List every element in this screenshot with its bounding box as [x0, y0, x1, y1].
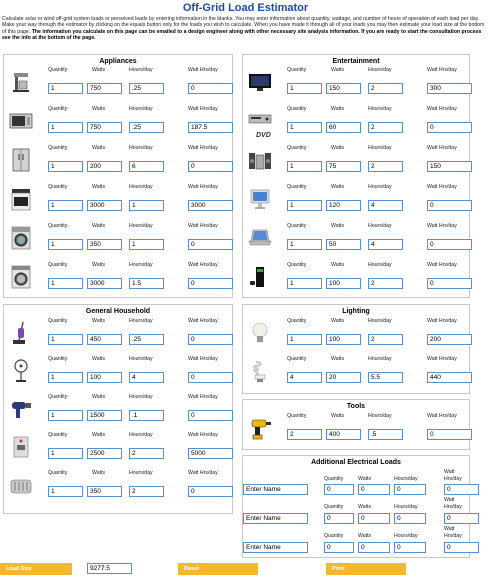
household-hours-field[interactable]: .1: [129, 410, 164, 421]
lighting-quantity-header: Quantity: [287, 356, 307, 362]
entertainment-hours-field[interactable]: 4: [368, 239, 403, 250]
appliances-watt-hrs-field: 3000: [188, 200, 233, 211]
household-watts-header: Watts: [92, 356, 106, 362]
additional-watt-hrs-field: 0: [444, 542, 479, 553]
household-quantity-header: Quantity: [48, 356, 68, 362]
household-watts-field[interactable]: 350: [87, 486, 122, 497]
laptop-icon: [248, 226, 272, 250]
additional-quantity-header: Quantity: [324, 504, 344, 510]
appliances-watt-hrs-header: Watt Hrs/day: [188, 145, 218, 151]
appliances-quantity-field[interactable]: 1: [48, 161, 83, 172]
additional-hours-field[interactable]: 0: [394, 542, 426, 553]
entertainment-watt-hrs-header: Watt Hrs/day: [427, 106, 457, 112]
appliances-watt-hrs-field: 0: [188, 83, 233, 94]
lighting-hours-header: Hours/day: [368, 356, 392, 362]
print-button[interactable]: Print: [326, 563, 406, 575]
appliances-hours-header: Hours/day: [129, 223, 153, 229]
lighting-quantity-header: Quantity: [287, 318, 307, 324]
household-hours-field[interactable]: 2: [129, 486, 164, 497]
appliances-watts-header: Watts: [92, 145, 106, 151]
appliances-watt-hrs-header: Watt Hrs/day: [188, 262, 218, 268]
additional-watt-hrs-field: 0: [444, 513, 479, 524]
entertainment-quantity-field[interactable]: 1: [287, 200, 322, 211]
coffee-maker-icon: [9, 70, 33, 94]
appliances-watts-field[interactable]: 350: [87, 239, 122, 250]
appliances-hours-field[interactable]: 1: [129, 200, 164, 211]
lighting-watt-hrs-header: Watt Hrs/day: [427, 318, 457, 324]
appliances-hours-field[interactable]: 6: [129, 161, 164, 172]
intro-paragraph: Calculate solar or wind off-grid system loads or perceived loads by entering information in the blanks. You may enter information about quantity, wattage, and number of hours of operation of each load per day. Make your way through the estimator by clicking on the equals button only for the loads you wish to calculate. When you have made it through all of your loads you may then estimate your load size at the bottom of this page.: [2, 16, 485, 35]
entertainment-quantity-header: Quantity: [287, 67, 307, 73]
refrigerator-icon: [9, 148, 33, 172]
household-hours-header: Hours/day: [129, 432, 153, 438]
load-size-button[interactable]: Load Size: [0, 563, 72, 575]
entertainment-quantity-field[interactable]: 1: [287, 239, 322, 250]
household-watt-hrs-field: 0: [188, 334, 233, 345]
appliances-watt-hrs-header: Watt Hrs/day: [188, 106, 218, 112]
appliances-hours-field[interactable]: 1.5: [129, 278, 164, 289]
additional-name-field[interactable]: Enter Name: [243, 484, 308, 495]
appliances-watt-hrs-field: 0: [188, 239, 233, 250]
entertainment-title: Entertainment: [332, 58, 380, 65]
appliances-watts-header: Watts: [92, 106, 106, 112]
appliances-watt-hrs-header: Watt Hrs/day: [188, 184, 218, 190]
additional-name-field[interactable]: Enter Name: [243, 542, 308, 553]
additional-hours-header: Hours/day: [394, 533, 418, 539]
lighting-watt-hrs-field: 440: [427, 372, 472, 383]
household-watts-field[interactable]: 2500: [87, 448, 122, 459]
lighting-watts-field[interactable]: 100: [326, 334, 361, 345]
appliances-title: Appliances: [99, 58, 137, 65]
additional-watts-header: Watts: [358, 504, 372, 510]
entertainment-watt-hrs-field: 150: [427, 161, 472, 172]
entertainment-watts-field[interactable]: 150: [326, 83, 361, 94]
entertainment-hours-header: Hours/day: [368, 223, 392, 229]
household-watt-hrs-field: 0: [188, 486, 233, 497]
household-hours-field[interactable]: 2: [129, 448, 164, 459]
household-quantity-header: Quantity: [48, 394, 68, 400]
washing-machine-icon: [9, 226, 33, 250]
appliances-quantity-header: Quantity: [48, 184, 68, 190]
tools-quantity-header: Quantity: [287, 413, 307, 419]
tools-panel: [242, 399, 470, 450]
entertainment-watt-hrs-header: Watt Hrs/day: [427, 67, 457, 73]
household-title: General Household: [85, 308, 151, 315]
entertainment-watt-hrs-field: 0: [427, 239, 472, 250]
household-watts-header: Watts: [92, 470, 106, 476]
clothes-dryer-icon: [9, 265, 33, 289]
appliances-watts-header: Watts: [92, 184, 106, 190]
household-watt-hrs-header: Watt Hrs/day: [188, 356, 218, 362]
appliances-quantity-field[interactable]: 1: [48, 200, 83, 211]
entertainment-watt-hrs-field: 300: [427, 83, 472, 94]
entertainment-quantity-header: Quantity: [287, 223, 307, 229]
appliances-watt-hrs-header: Watt Hrs/day: [188, 67, 218, 73]
entertainment-quantity-header: Quantity: [287, 106, 307, 112]
lighting-watts-header: Watts: [331, 356, 345, 362]
lighting-title: Lighting: [342, 308, 370, 315]
fan-icon: [9, 359, 33, 383]
entertainment-quantity-field[interactable]: 1: [287, 122, 322, 133]
tools-watts-field[interactable]: 400: [326, 429, 361, 440]
incandescent-bulb-icon: [248, 321, 272, 345]
appliances-watts-field[interactable]: 3000: [87, 200, 122, 211]
entertainment-watts-header: Watts: [331, 223, 345, 229]
appliances-quantity-header: Quantity: [48, 67, 68, 73]
entertainment-quantity-header: Quantity: [287, 184, 307, 190]
entertainment-watts-header: Watts: [331, 184, 345, 190]
additional-hrs-header: Hrs/day: [444, 476, 462, 482]
lighting-watts-header: Watts: [331, 318, 345, 324]
entertainment-watts-field[interactable]: 75: [326, 161, 361, 172]
entertainment-quantity-field[interactable]: 1: [287, 278, 322, 289]
additional-quantity-field[interactable]: 0: [324, 542, 354, 553]
tools-watt-hrs-header: Watt Hrs/day: [427, 413, 457, 419]
household-watt-hrs-header: Watt Hrs/day: [188, 432, 218, 438]
entertainment-watts-field[interactable]: 120: [326, 200, 361, 211]
appliances-hours-field[interactable]: 1: [129, 239, 164, 250]
vacuum-icon: [9, 321, 33, 345]
lighting-hours-field[interactable]: 2: [368, 334, 403, 345]
additional-quantity-header: Quantity: [324, 476, 344, 482]
household-watts-header: Watts: [92, 432, 106, 438]
additional-watts-header: Watts: [358, 476, 372, 482]
appliances-watts-field[interactable]: 750: [87, 122, 122, 133]
appliances-quantity-header: Quantity: [48, 106, 68, 112]
tools-hours-header: Hours/day: [368, 413, 392, 419]
entertainment-hours-field[interactable]: 4: [368, 200, 403, 211]
tools-watts-header: Watts: [331, 413, 345, 419]
load-size-field[interactable]: 9277.5: [87, 563, 132, 574]
entertainment-hours-header: Hours/day: [368, 67, 392, 73]
appliances-quantity-field[interactable]: 1: [48, 239, 83, 250]
entertainment-hours-header: Hours/day: [368, 262, 392, 268]
appliances-hours-header: Hours/day: [129, 106, 153, 112]
page-title: Off-Grid Load Estimator: [182, 2, 309, 14]
cfl-bulb-icon: [248, 359, 272, 383]
household-watts-field[interactable]: 100: [87, 372, 122, 383]
tools-title: Tools: [346, 403, 366, 410]
lighting-hours-header: Hours/day: [368, 318, 392, 324]
lighting-watt-hrs-field: 200: [427, 334, 472, 345]
water-heater-icon: [9, 435, 33, 459]
appliances-quantity-field[interactable]: 1: [48, 278, 83, 289]
appliances-quantity-header: Quantity: [48, 223, 68, 229]
lighting-hours-field[interactable]: 5.5: [368, 372, 403, 383]
entertainment-watts-field[interactable]: 60: [326, 122, 361, 133]
additional-loads-title: Additional Electrical Loads: [311, 459, 401, 466]
entertainment-watts-header: Watts: [331, 145, 345, 151]
additional-watts-field[interactable]: 0: [358, 542, 390, 553]
entertainment-watts-header: Watts: [331, 106, 345, 112]
tools-hours-field[interactable]: .5: [368, 429, 403, 440]
household-watt-hrs-field: 5000: [188, 448, 233, 459]
reset-button[interactable]: Reset: [178, 563, 258, 575]
household-watt-hrs-field: 0: [188, 410, 233, 421]
appliances-watts-header: Watts: [92, 223, 106, 229]
household-quantity-header: Quantity: [48, 432, 68, 438]
household-quantity-field[interactable]: 1: [48, 334, 83, 345]
intro-text: [2, 16, 489, 42]
lighting-quantity-field[interactable]: 4: [287, 372, 322, 383]
tools-quantity-field[interactable]: 2: [287, 429, 322, 440]
appliances-hours-header: Hours/day: [129, 262, 153, 268]
appliances-watt-hrs-field: 0: [188, 278, 233, 289]
household-quantity-header: Quantity: [48, 470, 68, 476]
microwave-icon: [9, 109, 33, 133]
entertainment-watt-hrs-header: Watt Hrs/day: [427, 223, 457, 229]
entertainment-watts-field[interactable]: 100: [326, 278, 361, 289]
intro-bold-paragraph: The information you calculate on this page can be emailed to a design engineer along with other necessary site analysis information. If you are ready to start the consultation process see the info at the bottom of the page.: [2, 28, 482, 42]
appliances-quantity-header: Quantity: [48, 262, 68, 268]
appliances-watts-header: Watts: [92, 67, 106, 73]
entertainment-watts-header: Watts: [331, 67, 345, 73]
household-quantity-field[interactable]: 1: [48, 486, 83, 497]
household-watts-header: Watts: [92, 394, 106, 400]
entertainment-watt-hrs-field: 0: [427, 122, 472, 133]
entertainment-hours-header: Hours/day: [368, 106, 392, 112]
flat-tv-icon: [248, 70, 272, 94]
appliances-watts-field[interactable]: 3000: [87, 278, 122, 289]
additional-watt-hrs-header: Hrs/day: [444, 504, 462, 510]
entertainment-watts-field[interactable]: 50: [326, 239, 361, 250]
entertainment-watt-hrs-header: Watt Hrs/day: [427, 184, 457, 190]
additional-quantity-header: Quantity: [324, 533, 344, 539]
additional-quantity-field[interactable]: 0: [324, 484, 354, 495]
appliances-hours-header: Hours/day: [129, 145, 153, 151]
additional-watt-header: Watt: [444, 469, 455, 475]
household-hours-header: Hours/day: [129, 318, 153, 324]
appliances-watts-field[interactable]: 200: [87, 161, 122, 172]
household-hours-header: Hours/day: [129, 394, 153, 400]
additional-watt-hrs-header: Hrs/day: [444, 533, 462, 539]
additional-name-field[interactable]: Enter Name: [243, 513, 308, 524]
additional-hours-field[interactable]: 0: [394, 513, 426, 524]
household-watts-header: Watts: [92, 318, 106, 324]
space-heater-icon: [9, 473, 33, 497]
additional-hours-field[interactable]: 0: [394, 484, 426, 495]
appliances-quantity-field[interactable]: 1: [48, 83, 83, 94]
lighting-quantity-field[interactable]: 1: [287, 334, 322, 345]
entertainment-hours-field[interactable]: 2: [368, 161, 403, 172]
appliances-watts-field[interactable]: 750: [87, 83, 122, 94]
entertainment-hours-field[interactable]: 2: [368, 83, 403, 94]
entertainment-quantity-field[interactable]: 1: [287, 83, 322, 94]
hair-dryer-icon: [9, 397, 33, 421]
entertainment-hours-field[interactable]: 2: [368, 122, 403, 133]
entertainment-watt-hrs-header: Watt Hrs/day: [427, 262, 457, 268]
additional-watt-hrs-field: 0: [444, 484, 479, 495]
entertainment-watt-hrs-header: Watt Hrs/day: [427, 145, 457, 151]
appliances-watt-hrs-field: 187.5: [188, 122, 233, 133]
appliances-watts-header: Watts: [92, 262, 106, 268]
additional-watt-hrs-header: Watt: [444, 526, 455, 532]
entertainment-hours-field[interactable]: 2: [368, 278, 403, 289]
entertainment-watt-hrs-field: 0: [427, 200, 472, 211]
appliances-hours-header: Hours/day: [129, 67, 153, 73]
household-hours-header: Hours/day: [129, 356, 153, 362]
entertainment-quantity-field[interactable]: 1: [287, 161, 322, 172]
appliances-watt-hrs-field: 0: [188, 161, 233, 172]
stereo-icon: [248, 148, 272, 172]
appliances-hours-field[interactable]: .25: [129, 83, 164, 94]
lighting-watt-hrs-header: Watt Hrs/day: [427, 356, 457, 362]
range-stove-icon: [9, 187, 33, 211]
additional-hours-header: Hours/day: [394, 504, 418, 510]
household-hours-header: Hours/day: [129, 470, 153, 476]
entertainment-quantity-header: Quantity: [287, 262, 307, 268]
household-quantity-header: Quantity: [48, 318, 68, 324]
entertainment-watt-hrs-field: 0: [427, 278, 472, 289]
entertainment-hours-header: Hours/day: [368, 184, 392, 190]
power-drill-icon: [248, 416, 272, 440]
household-watt-hrs-header: Watt Hrs/day: [188, 470, 218, 476]
additional-watts-header: Watts: [358, 533, 372, 539]
entertainment-hours-header: Hours/day: [368, 145, 392, 151]
appliances-quantity-header: Quantity: [48, 145, 68, 151]
desktop-computer-icon: [248, 187, 272, 211]
appliances-hours-header: Hours/day: [129, 184, 153, 190]
dvd-label: DVD: [256, 132, 271, 139]
household-quantity-field[interactable]: 1: [48, 410, 83, 421]
household-watt-hrs-field: 0: [188, 372, 233, 383]
appliances-watt-hrs-header: Watt Hrs/day: [188, 223, 218, 229]
tools-watt-hrs-field: 0: [427, 429, 472, 440]
household-hours-field[interactable]: .25: [129, 334, 164, 345]
dvd-player-icon: [248, 109, 272, 133]
game-console-icon: [248, 265, 272, 289]
appliances-hours-field[interactable]: .25: [129, 122, 164, 133]
household-watt-hrs-header: Watt Hrs/day: [188, 318, 218, 324]
entertainment-watts-header: Watts: [331, 262, 345, 268]
household-quantity-field[interactable]: 1: [48, 372, 83, 383]
additional-watts-field[interactable]: 0: [358, 484, 390, 495]
household-watt-hrs-header: Watt Hrs/day: [188, 394, 218, 400]
appliances-quantity-field[interactable]: 1: [48, 122, 83, 133]
additional-hours-header: Hours/day: [394, 476, 418, 482]
additional-watt-hrs-header: Watt: [444, 497, 455, 503]
household-watts-field[interactable]: 450: [87, 334, 122, 345]
household-hours-field[interactable]: 4: [129, 372, 164, 383]
household-quantity-field[interactable]: 1: [48, 448, 83, 459]
additional-quantity-field[interactable]: 0: [324, 513, 354, 524]
entertainment-quantity-header: Quantity: [287, 145, 307, 151]
additional-watts-field[interactable]: 0: [358, 513, 390, 524]
household-watts-field[interactable]: 1500: [87, 410, 122, 421]
lighting-watts-field[interactable]: 20: [326, 372, 361, 383]
